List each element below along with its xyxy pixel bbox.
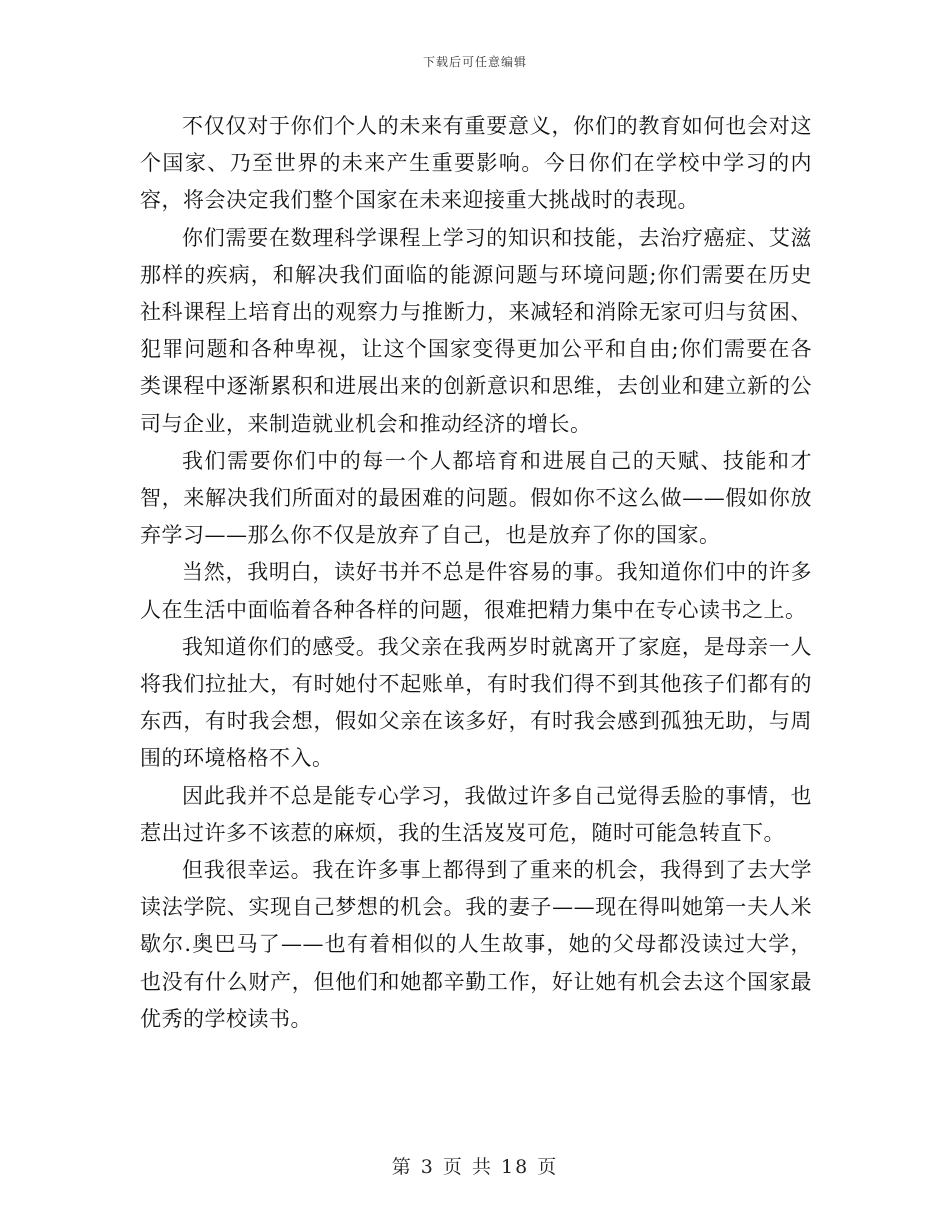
paragraph: 但我很幸运。我在许多事上都得到了重来的机会，我得到了去大学读法学院、实现自己梦想的机会。我的妻子——现在得叫她第一夫人米歇尔.奥巴马了——也有着相似的人生故事，她的父母都没读过大学，也没有什么财产，但他们和她都辛勤工作，好让她有机会去这个国家最优秀的学校读书。 (140, 858, 812, 1031)
paragraph: 不仅仅对于你们个人的未来有重要意义，你们的教育如何也会对这个国家、乃至世界的未来产生重要影响。今日你们在学校中学习的内容，将会决定我们整个国家在未来迎接重大挑战时的表现。 (140, 114, 812, 213)
paragraph: 你们需要在数理科学课程上学习的知识和技能，去治疗癌症、艾滋那样的疾病，和解决我们面临的能源问题与环境问题;你们需要在历史社科课程上培育出的观察力与推断力，来减轻和消除无家可归与贫困、犯罪问题和各种卑视，让这个国家变得更加公平和自由;你们需要在各类课程中逐渐累积和进展出来的创新意识和思维，去创业和建立新的公司与企业，来制造就业机会和推动经济的增长。 (140, 225, 812, 436)
paragraph: 当然，我明白，读好书并不总是件容易的事。我知道你们中的许多人在生活中面临着各种各样的问题，很难把精力集中在专心读书之上。 (140, 560, 812, 622)
paragraph: 因此我并不总是能专心学习，我做过许多自己觉得丢脸的事情，也惹出过许多不该惹的麻烦，我的生活岌岌可危，随时可能急转直下。 (140, 783, 812, 845)
page-number-footer: 第 3 页 共 18 页 (391, 1156, 559, 1178)
paragraph: 我们需要你们中的每一个人都培育和进展自己的天赋、技能和才智，来解决我们所面对的最困难的问题。假如你不这么做——假如你放弃学习——那么你不仅是放弃了自己，也是放弃了你的国家。 (140, 448, 812, 548)
paragraph: 我知道你们的感受。我父亲在我两岁时就离开了家庭，是母亲一人将我们拉扯大，有时她付不起账单，有时我们得不到其他孩子们都有的东西，有时我会想，假如父亲在该多好，有时我会感到孤独无助，与周围的环境格格不入。 (140, 634, 812, 771)
page-header: 下载后可任意编辑 (422, 55, 527, 69)
document-body (140, 108, 812, 1038)
